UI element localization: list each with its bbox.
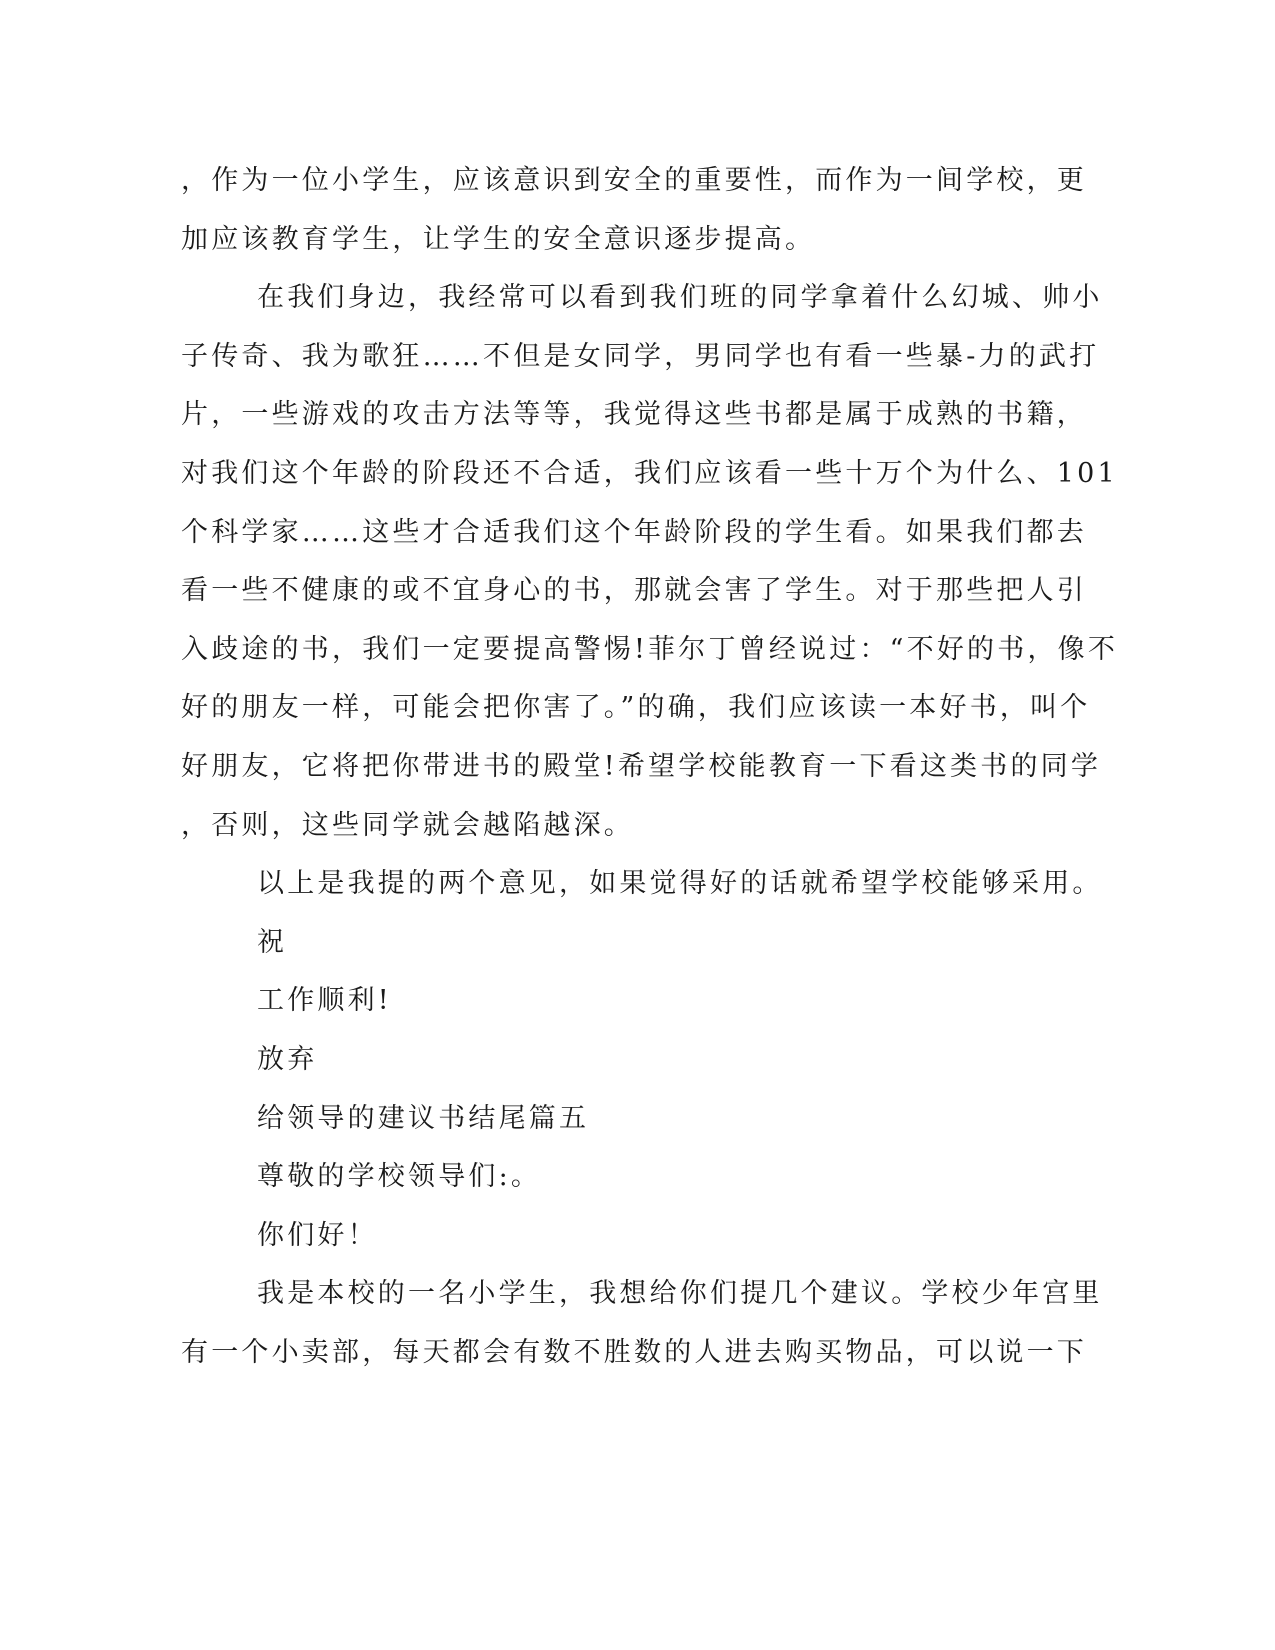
paragraph-first-line: 在我们身边，我经常可以看到我们班的同学拿着什么幻城、帅小 bbox=[257, 282, 1103, 313]
body-text-line: 个科学家……这些才合适我们这个年龄阶段的学生看。如果我们都去 bbox=[181, 517, 1087, 548]
body-text-line: 对我们这个年龄的阶段还不合适，我们应该看一些十万个为什么、101 bbox=[181, 458, 1118, 489]
body-text-line: 看一些不健康的或不宜身心的书，那就会害了学生。对于那些把人引 bbox=[181, 575, 1087, 606]
greeting: 你们好！ bbox=[257, 1220, 378, 1251]
paragraph-first-line: 以上是我提的两个意见，如果觉得好的话就希望学校能够采用。 bbox=[257, 868, 1103, 899]
body-text-line: 有一个小卖部，每天都会有数不胜数的人进去购买物品，可以说一下 bbox=[181, 1337, 1087, 1368]
paragraph-first-line: 我是本校的一名小学生，我想给你们提几个建议。学校少年宫里 bbox=[257, 1278, 1103, 1309]
body-text-line: 加应该教育学生，让学生的安全意识逐步提高。 bbox=[181, 224, 816, 255]
body-text-line: ，否则，这些同学就会越陷越深。 bbox=[181, 810, 634, 841]
body-text-line: 放弃 bbox=[257, 1044, 318, 1075]
body-text-line: 片，一些游戏的攻击方法等等，我觉得这些书都是属于成熟的书籍， bbox=[181, 399, 1087, 430]
body-text-line: 好的朋友一样，可能会把你害了。”的确，我们应该读一本好书，叫个 bbox=[181, 692, 1091, 723]
body-text-line: 好朋友，它将把你带进书的殿堂!希望学校能教育一下看这类书的同学 bbox=[181, 751, 1102, 782]
body-text-line: ，作为一位小学生，应该意识到安全的重要性，而作为一间学校，更 bbox=[181, 165, 1087, 196]
body-text-line: 子传奇、我为歌狂……不但是女同学，男同学也有看一些暴-力的武打 bbox=[181, 341, 1100, 372]
closing-greeting: 祝 bbox=[257, 927, 288, 958]
salutation: 尊敬的学校领导们:。 bbox=[257, 1161, 542, 1192]
section-heading: 给领导的建议书结尾篇五 bbox=[257, 1103, 590, 1134]
body-text-line: 入歧途的书，我们一定要提高警惕!菲尔丁曾经说过：“不好的书，像不 bbox=[181, 634, 1119, 665]
closing-wish: 工作顺利! bbox=[257, 985, 392, 1016]
